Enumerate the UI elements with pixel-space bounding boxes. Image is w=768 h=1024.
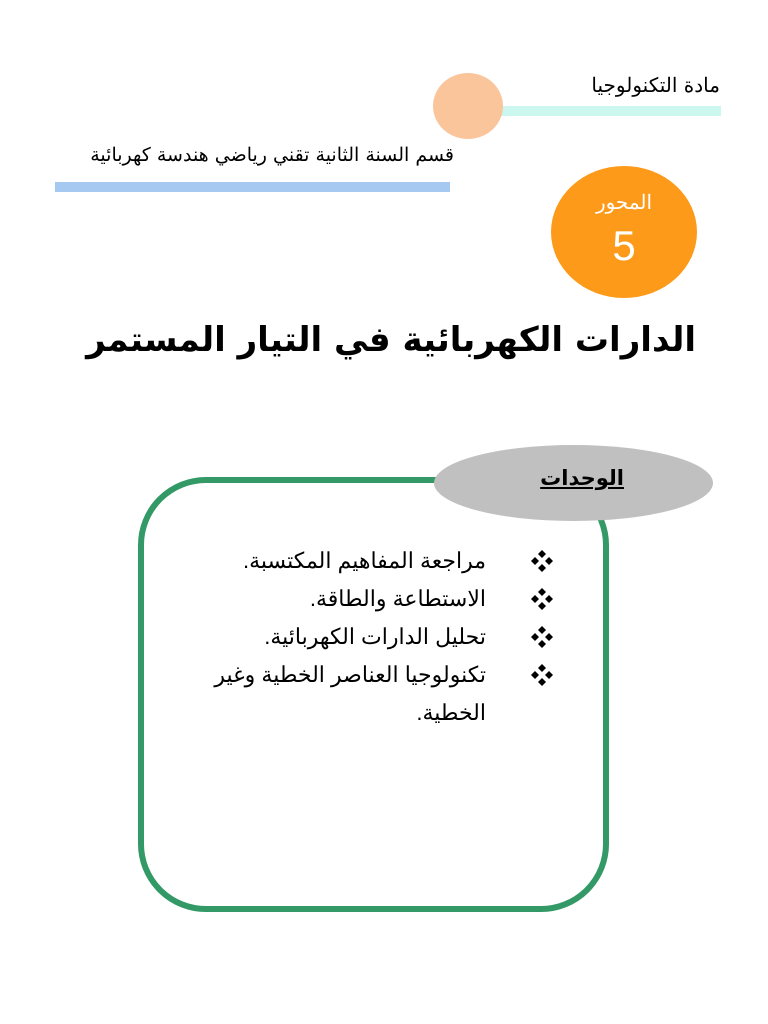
list-item-text: تكنولوجيا العناصر الخطية وغير الخطية. xyxy=(214,662,486,725)
axis-label: المحور xyxy=(595,190,653,214)
list-item xyxy=(200,542,556,580)
units-heading: الوحدات xyxy=(540,466,624,490)
four-diamond-bullet-icon xyxy=(528,618,554,656)
axis-badge xyxy=(551,166,697,298)
department-title: قسم السنة الثانية تقني رياضي هندسة كهربائية xyxy=(90,144,454,166)
list-item-text: تحليل الدارات الكهربائية. xyxy=(264,624,486,649)
chapter-title: الدارات الكهربائية في التيار المستمر xyxy=(86,320,696,360)
subject-title: مادة التكنولوجيا xyxy=(591,73,720,97)
list-item xyxy=(200,656,556,732)
list-item-text: الاستطاعة والطاقة. xyxy=(309,586,486,611)
four-diamond-bullet-icon xyxy=(528,542,554,580)
four-diamond-bullet-icon xyxy=(528,656,554,694)
units-header xyxy=(434,445,713,521)
list-item xyxy=(200,618,556,656)
list-item xyxy=(200,580,556,618)
four-diamond-bullet-icon xyxy=(528,580,554,618)
subject-decorative-circle xyxy=(433,73,503,139)
list-item-text: مراجعة المفاهيم المكتسبة. xyxy=(242,548,486,573)
subject-decorative-line xyxy=(474,106,721,116)
units-list xyxy=(200,542,556,732)
department-underline xyxy=(55,182,450,192)
axis-number: 5 xyxy=(612,222,636,269)
